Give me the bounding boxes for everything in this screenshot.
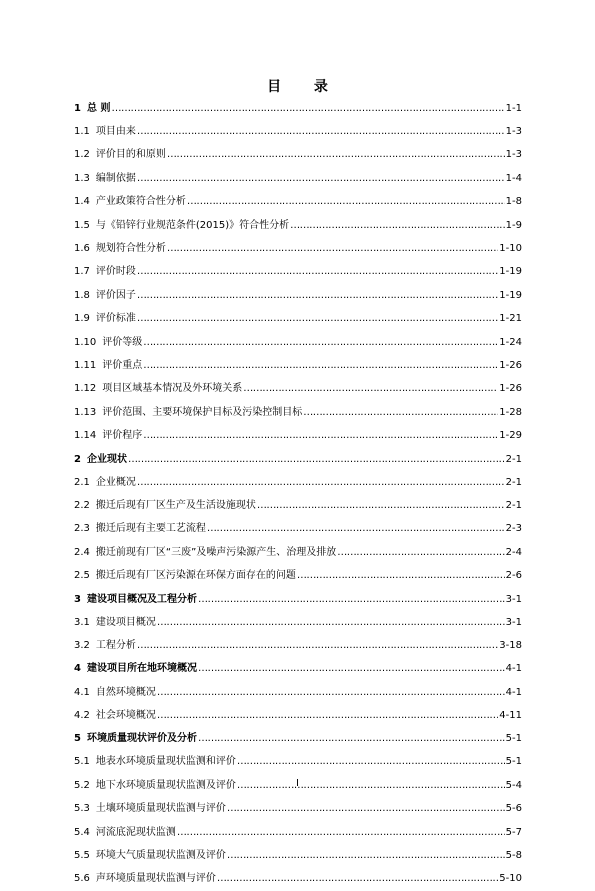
toc-leader-dots bbox=[198, 727, 505, 750]
toc-entry-label: 项目由来 bbox=[95, 126, 136, 138]
toc-entry-label: 评价因子 bbox=[95, 289, 136, 301]
toc-entry-number: 2.1 bbox=[74, 476, 90, 488]
toc-section-entry bbox=[74, 167, 522, 190]
toc-leader-dots bbox=[157, 704, 498, 727]
toc-entry-label: 评价等级 bbox=[102, 336, 143, 348]
toc-list bbox=[74, 97, 522, 891]
toc-chapter-entry bbox=[74, 727, 522, 750]
toc-leader-dots bbox=[157, 681, 505, 704]
toc-leader-dots bbox=[198, 657, 505, 680]
toc-entry-number: 3.1 bbox=[74, 616, 90, 628]
toc-entry-page: 5-10 bbox=[499, 873, 522, 885]
toc-section-entry bbox=[74, 307, 522, 330]
toc-entry-page: 1-28 bbox=[499, 406, 522, 418]
toc-entry-page: 5-6 bbox=[505, 803, 522, 815]
toc-entry-number: 1.14 bbox=[74, 430, 97, 442]
toc-leader-dots bbox=[143, 424, 498, 447]
toc-section-entry bbox=[74, 284, 522, 307]
toc-leader-dots bbox=[303, 401, 498, 424]
toc-entry-label: 与《铅锌行业规范条件(2015)》符合性分析 bbox=[95, 219, 290, 231]
toc-leader-dots bbox=[167, 237, 498, 260]
toc-entry-label: 地下水环境质量现状监测及评价 bbox=[95, 779, 236, 791]
toc-entry-number: 4 bbox=[74, 663, 81, 675]
toc-entry-number: 1 bbox=[74, 103, 81, 114]
toc-section-entry bbox=[74, 260, 522, 283]
toc-section-entry bbox=[74, 797, 522, 820]
toc-section-entry bbox=[74, 681, 522, 704]
toc-section-entry bbox=[74, 354, 522, 377]
toc-entry-page: 1-4 bbox=[505, 172, 522, 184]
toc-entry-page: 2-3 bbox=[505, 523, 522, 535]
toc-entry-page: 1-3 bbox=[505, 149, 522, 161]
toc-leader-dots bbox=[143, 331, 498, 354]
toc-entry-label: 规划符合性分析 bbox=[95, 243, 166, 255]
toc-leader-dots bbox=[237, 750, 505, 773]
toc-entry-number: 2.4 bbox=[74, 546, 90, 558]
toc-entry-page: 5-4 bbox=[505, 779, 522, 791]
toc-entry-label: 评价程序 bbox=[102, 430, 143, 442]
toc-leader-dots bbox=[243, 377, 498, 400]
toc-leader-dots bbox=[143, 354, 498, 377]
toc-section-entry bbox=[74, 867, 522, 890]
toc-section-entry bbox=[74, 564, 522, 587]
toc-entry-label: 环境大气质量现状监测及评价 bbox=[95, 850, 226, 862]
toc-entry-page: 5-1 bbox=[505, 756, 522, 768]
toc-entry-number: 1.7 bbox=[74, 266, 90, 278]
toc-entry-number: 5.3 bbox=[74, 803, 90, 815]
toc-leader-dots bbox=[207, 517, 505, 540]
toc-entry-page: 3-1 bbox=[505, 616, 522, 628]
toc-entry-label: 工程分析 bbox=[95, 640, 136, 652]
toc-chapter-entry bbox=[74, 97, 522, 120]
toc-entry-label: 评价范围、主要环境保护目标及污染控制目标 bbox=[102, 406, 303, 418]
toc-entry-label: 评价标准 bbox=[95, 313, 136, 325]
toc-section-entry bbox=[74, 377, 522, 400]
toc-leader-dots bbox=[137, 284, 498, 307]
toc-section-entry bbox=[74, 401, 522, 424]
toc-entry-label: 环境质量现状评价及分析 bbox=[86, 733, 197, 745]
toc-entry-number: 1.5 bbox=[74, 219, 90, 231]
toc-leader-dots bbox=[167, 143, 505, 166]
toc-entry-label: 搬迁前现有厂区“三废”及噪声污染源产生、治理及排放 bbox=[95, 546, 337, 558]
toc-section-entry bbox=[74, 424, 522, 447]
toc-entry-number: 4.1 bbox=[74, 686, 90, 698]
toc-entry-page: 2-4 bbox=[505, 546, 522, 558]
toc-section-entry bbox=[74, 143, 522, 166]
toc-leader-dots bbox=[137, 260, 498, 283]
toc-entry-label: 自然环境概况 bbox=[95, 686, 156, 698]
toc-entry-label: 土壤环境质量现状监测与评价 bbox=[95, 803, 226, 815]
toc-entry-page: 2-1 bbox=[505, 476, 522, 488]
toc-entry-label: 社会环境概况 bbox=[95, 709, 156, 721]
toc-entry-number: 3 bbox=[74, 593, 81, 605]
toc-leader-dots bbox=[227, 844, 505, 867]
toc-entry-number: 1.12 bbox=[74, 383, 97, 395]
toc-leader-dots bbox=[137, 634, 498, 657]
toc-leader-dots bbox=[137, 167, 505, 190]
toc-leader-dots bbox=[337, 541, 504, 564]
toc-entry-label: 评价目的和原则 bbox=[95, 149, 166, 161]
toc-entry-number: 5.4 bbox=[74, 826, 90, 838]
toc-entry-page: 1-19 bbox=[499, 289, 522, 301]
toc-entry-label: 编制依据 bbox=[95, 172, 136, 184]
toc-entry-label: 搬迁后现有主要工艺流程 bbox=[95, 523, 206, 535]
toc-entry-label: 产业政策符合性分析 bbox=[95, 196, 186, 208]
toc-entry-label: 企业现状 bbox=[86, 453, 127, 465]
toc-section-entry bbox=[74, 704, 522, 727]
toc-entry-label: 企业概况 bbox=[95, 476, 136, 488]
toc-section-entry bbox=[74, 237, 522, 260]
toc-entry-number: 5.1 bbox=[74, 756, 90, 768]
toc-entry-number: 3.2 bbox=[74, 640, 90, 652]
toc-entry-label: 建设项目概况及工程分析 bbox=[86, 593, 197, 605]
toc-entry-number: 5.6 bbox=[74, 873, 90, 885]
toc-section-entry bbox=[74, 750, 522, 773]
toc-entry-label: 评价时段 bbox=[95, 266, 136, 278]
toc-title: 目 录 bbox=[267, 79, 342, 95]
toc-entry-page: 1-9 bbox=[505, 219, 522, 231]
toc-section-entry bbox=[74, 821, 522, 844]
toc-entry-page: 1-26 bbox=[499, 360, 522, 371]
toc-entry-page: 1-3 bbox=[505, 126, 522, 138]
toc-entry-page: 1-26 bbox=[499, 383, 522, 395]
toc-entry-page: 2-1 bbox=[505, 453, 522, 465]
toc-leader-dots bbox=[198, 588, 505, 611]
toc-entry-number: 1.9 bbox=[74, 313, 90, 325]
toc-entry-number: 5.5 bbox=[74, 850, 90, 862]
toc-entry-page: 4-11 bbox=[499, 709, 522, 721]
toc-section-entry bbox=[74, 844, 522, 867]
toc-leader-dots bbox=[177, 821, 505, 844]
toc-entry-page: 1-24 bbox=[499, 336, 522, 348]
toc-section-entry bbox=[74, 190, 522, 213]
toc-leader-dots bbox=[157, 611, 505, 634]
toc-leader-dots bbox=[137, 471, 505, 494]
toc-section-entry bbox=[74, 214, 522, 237]
toc-entry-label: 评价重点 bbox=[102, 360, 143, 371]
toc-leader-dots bbox=[290, 214, 504, 237]
toc-entry-number: 1.4 bbox=[74, 196, 90, 208]
toc-chapter-entry bbox=[74, 588, 522, 611]
toc-entry-page: 5-8 bbox=[505, 850, 522, 862]
toc-entry-page: 1-21 bbox=[499, 313, 522, 325]
toc-entry-number: 1.13 bbox=[74, 406, 97, 418]
toc-entry-number: 5.2 bbox=[74, 779, 90, 791]
toc-leader-dots bbox=[187, 190, 505, 213]
toc-entry-page: 4-1 bbox=[505, 686, 522, 698]
toc-leader-dots bbox=[137, 307, 498, 330]
toc-entry-page: 1-1 bbox=[505, 103, 522, 114]
toc-entry-number: 1.3 bbox=[74, 172, 90, 184]
toc-entry-number: 2.2 bbox=[74, 500, 90, 512]
toc-leader-dots bbox=[257, 494, 505, 517]
toc-entry-number: 5 bbox=[74, 733, 81, 745]
toc-entry-label: 河流底泥现状监测 bbox=[95, 826, 176, 838]
toc-chapter-entry bbox=[74, 448, 522, 471]
toc-section-entry bbox=[74, 471, 522, 494]
toc-entry-label: 总 则 bbox=[86, 103, 111, 114]
toc-entry-number: 1.6 bbox=[74, 243, 90, 255]
toc-entry-label: 项目区域基本情况及外环境关系 bbox=[102, 383, 243, 395]
toc-entry-number: 1.11 bbox=[74, 360, 97, 371]
toc-entry-page: 1-29 bbox=[499, 430, 522, 442]
toc-section-entry bbox=[74, 494, 522, 517]
toc-leader-dots bbox=[297, 564, 505, 587]
toc-entry-label: 建设项目概况 bbox=[95, 616, 156, 628]
toc-leader-dots bbox=[111, 97, 504, 120]
toc-section-entry bbox=[74, 634, 522, 657]
toc-entry-number: 1.1 bbox=[74, 126, 90, 138]
toc-entry-label: 地表水环境质量现状监测和评价 bbox=[95, 756, 236, 768]
page-number: I bbox=[296, 778, 299, 789]
toc-entry-number: 4.2 bbox=[74, 709, 90, 721]
toc-section-entry bbox=[74, 611, 522, 634]
toc-leader-dots bbox=[137, 120, 505, 143]
toc-entry-page: 2-1 bbox=[505, 500, 522, 512]
toc-entry-label: 搬迁后现有厂区生产及生活设施现状 bbox=[95, 500, 256, 512]
toc-entry-page: 1-19 bbox=[499, 266, 522, 278]
toc-entry-label: 声环境质量现状监测与评价 bbox=[95, 873, 216, 885]
toc-entry-page: 5-7 bbox=[505, 826, 522, 838]
toc-entry-label: 建设项目所在地环境概况 bbox=[86, 663, 197, 675]
toc-leader-dots bbox=[227, 797, 505, 820]
toc-entry-label: 搬迁后现有厂区污染源在环保方面存在的问题 bbox=[95, 570, 296, 582]
toc-entry-number: 2.5 bbox=[74, 570, 90, 582]
toc-entry-number: 1.8 bbox=[74, 289, 90, 301]
toc-entry-page: 1-8 bbox=[505, 196, 522, 208]
toc-leader-dots bbox=[217, 867, 498, 890]
toc-chapter-entry bbox=[74, 657, 522, 680]
toc-leader-dots bbox=[128, 448, 505, 471]
toc-entry-number: 1.2 bbox=[74, 149, 90, 161]
toc-entry-number: 2 bbox=[74, 453, 81, 465]
toc-entry-number: 2.3 bbox=[74, 523, 90, 535]
toc-entry-page: 1-10 bbox=[499, 243, 522, 255]
toc-section-entry bbox=[74, 541, 522, 564]
toc-entry-number: 1.10 bbox=[74, 336, 97, 348]
toc-entry-page: 5-1 bbox=[505, 733, 522, 745]
toc-entry-page: 3-1 bbox=[505, 593, 522, 605]
toc-entry-page: 4-1 bbox=[505, 663, 522, 675]
toc-entry-page: 3-18 bbox=[499, 640, 522, 652]
toc-section-entry bbox=[74, 331, 522, 354]
toc-entry-page: 2-6 bbox=[505, 570, 522, 582]
toc-section-entry bbox=[74, 120, 522, 143]
toc-section-entry bbox=[74, 517, 522, 540]
